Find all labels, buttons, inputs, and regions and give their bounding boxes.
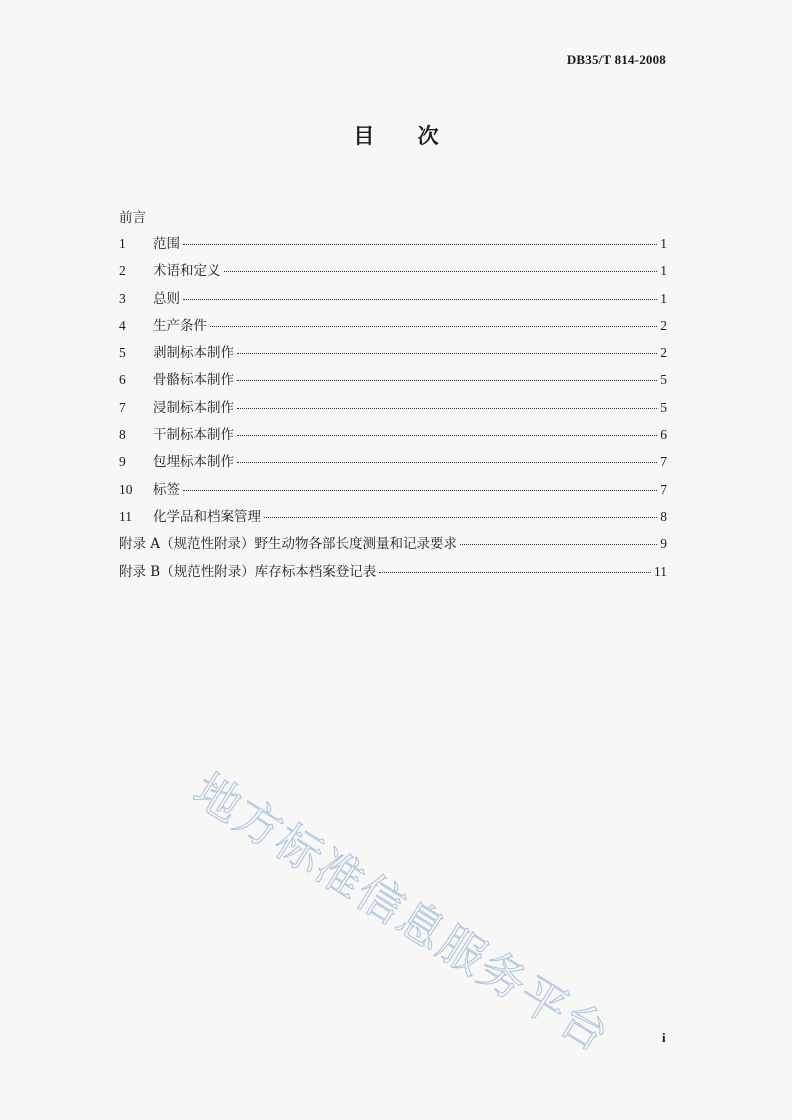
dot-leader: [264, 517, 657, 518]
toc-entry[interactable]: [119, 505, 667, 532]
dot-leader: [183, 299, 657, 300]
dot-leader: [183, 490, 657, 491]
toc-entry-number: 8: [119, 427, 126, 443]
toc-title: 目 次: [353, 124, 457, 148]
toc-entry-label: 包埋标本制作: [153, 454, 234, 471]
toc-entry[interactable]: [119, 259, 667, 286]
toc-entry-page: 9: [660, 536, 667, 552]
document-code: DB35/T 814-2008: [566, 52, 666, 67]
toc-entry-page: 6: [660, 427, 667, 443]
dot-leader: [237, 435, 657, 436]
toc-entry-page: 7: [660, 481, 667, 497]
dot-leader: [224, 271, 658, 272]
toc-entry-page: 5: [660, 372, 667, 388]
toc-entry-label: 生产条件: [153, 317, 207, 334]
toc-entry[interactable]: [119, 423, 667, 450]
toc-entry-label: 浸制标本制作: [153, 399, 234, 416]
toc-appendix-entry[interactable]: [119, 532, 667, 559]
toc-entry-page: 2: [660, 345, 667, 361]
dot-leader: [237, 462, 657, 463]
toc-entry-number: 4: [119, 317, 126, 333]
dot-leader: [460, 544, 657, 545]
toc-entry-number: 6: [119, 372, 126, 388]
dot-leader: [237, 353, 657, 354]
toc-entry[interactable]: [119, 368, 667, 395]
toc-entry-number: 5: [119, 345, 126, 361]
dot-leader: [183, 244, 657, 245]
page-number: i: [662, 1030, 666, 1045]
toc-entry-number: 9: [119, 454, 126, 470]
toc-entry-page: 1: [660, 263, 667, 279]
toc-entry[interactable]: [119, 450, 667, 477]
toc-entry[interactable]: [119, 287, 667, 314]
toc-entry-label: 化学品和档案管理: [153, 508, 261, 525]
toc-entry-number: 10: [119, 481, 133, 497]
dot-leader: [237, 380, 657, 381]
toc-entry-page: 7: [660, 454, 667, 470]
toc-entry-label: 附录 B（规范性附录）库存标本档案登记表: [119, 563, 377, 580]
toc-entry[interactable]: [119, 341, 667, 368]
toc-entry-label: 附录 A（规范性附录）野生动物各部长度测量和记录要求: [119, 536, 458, 553]
toc-entry-page: 8: [660, 508, 667, 524]
watermark: 地方标准信息服务平台: [184, 762, 620, 1063]
toc-entry[interactable]: [119, 232, 667, 259]
toc-entry-label: 干制标本制作: [153, 427, 234, 444]
toc-entry[interactable]: [119, 396, 667, 423]
toc-entry-page: 1: [660, 236, 667, 251]
toc-entry-page: 1: [660, 290, 667, 306]
toc-entry-number: 3: [119, 290, 126, 306]
toc-entry-label: 骨骼标本制作: [153, 372, 234, 389]
toc-entry-label: 术语和定义: [153, 263, 221, 280]
toc-entry[interactable]: [119, 314, 667, 341]
dot-leader: [210, 326, 657, 327]
toc-entry-page: 5: [660, 399, 667, 415]
toc-preface: 前言: [119, 210, 146, 226]
toc-entry-number: 11: [119, 508, 132, 524]
toc-appendix-entry[interactable]: [119, 560, 667, 587]
toc-entry-label: 范围: [153, 236, 180, 252]
toc-entry-page: 2: [660, 317, 667, 333]
toc-entry-number: 1: [119, 236, 126, 251]
toc-entry-label: 总则: [153, 290, 180, 307]
toc-entry[interactable]: [119, 478, 667, 505]
toc-entry-label: 剥制标本制作: [153, 345, 234, 362]
dot-leader: [237, 408, 657, 409]
toc-entry-label: 标签: [153, 481, 180, 498]
toc-entry-number: 2: [119, 263, 126, 279]
table-of-contents: [119, 232, 667, 587]
toc-entry-number: 7: [119, 399, 126, 415]
dot-leader: [379, 572, 651, 573]
toc-entry-page: 11: [654, 563, 667, 579]
